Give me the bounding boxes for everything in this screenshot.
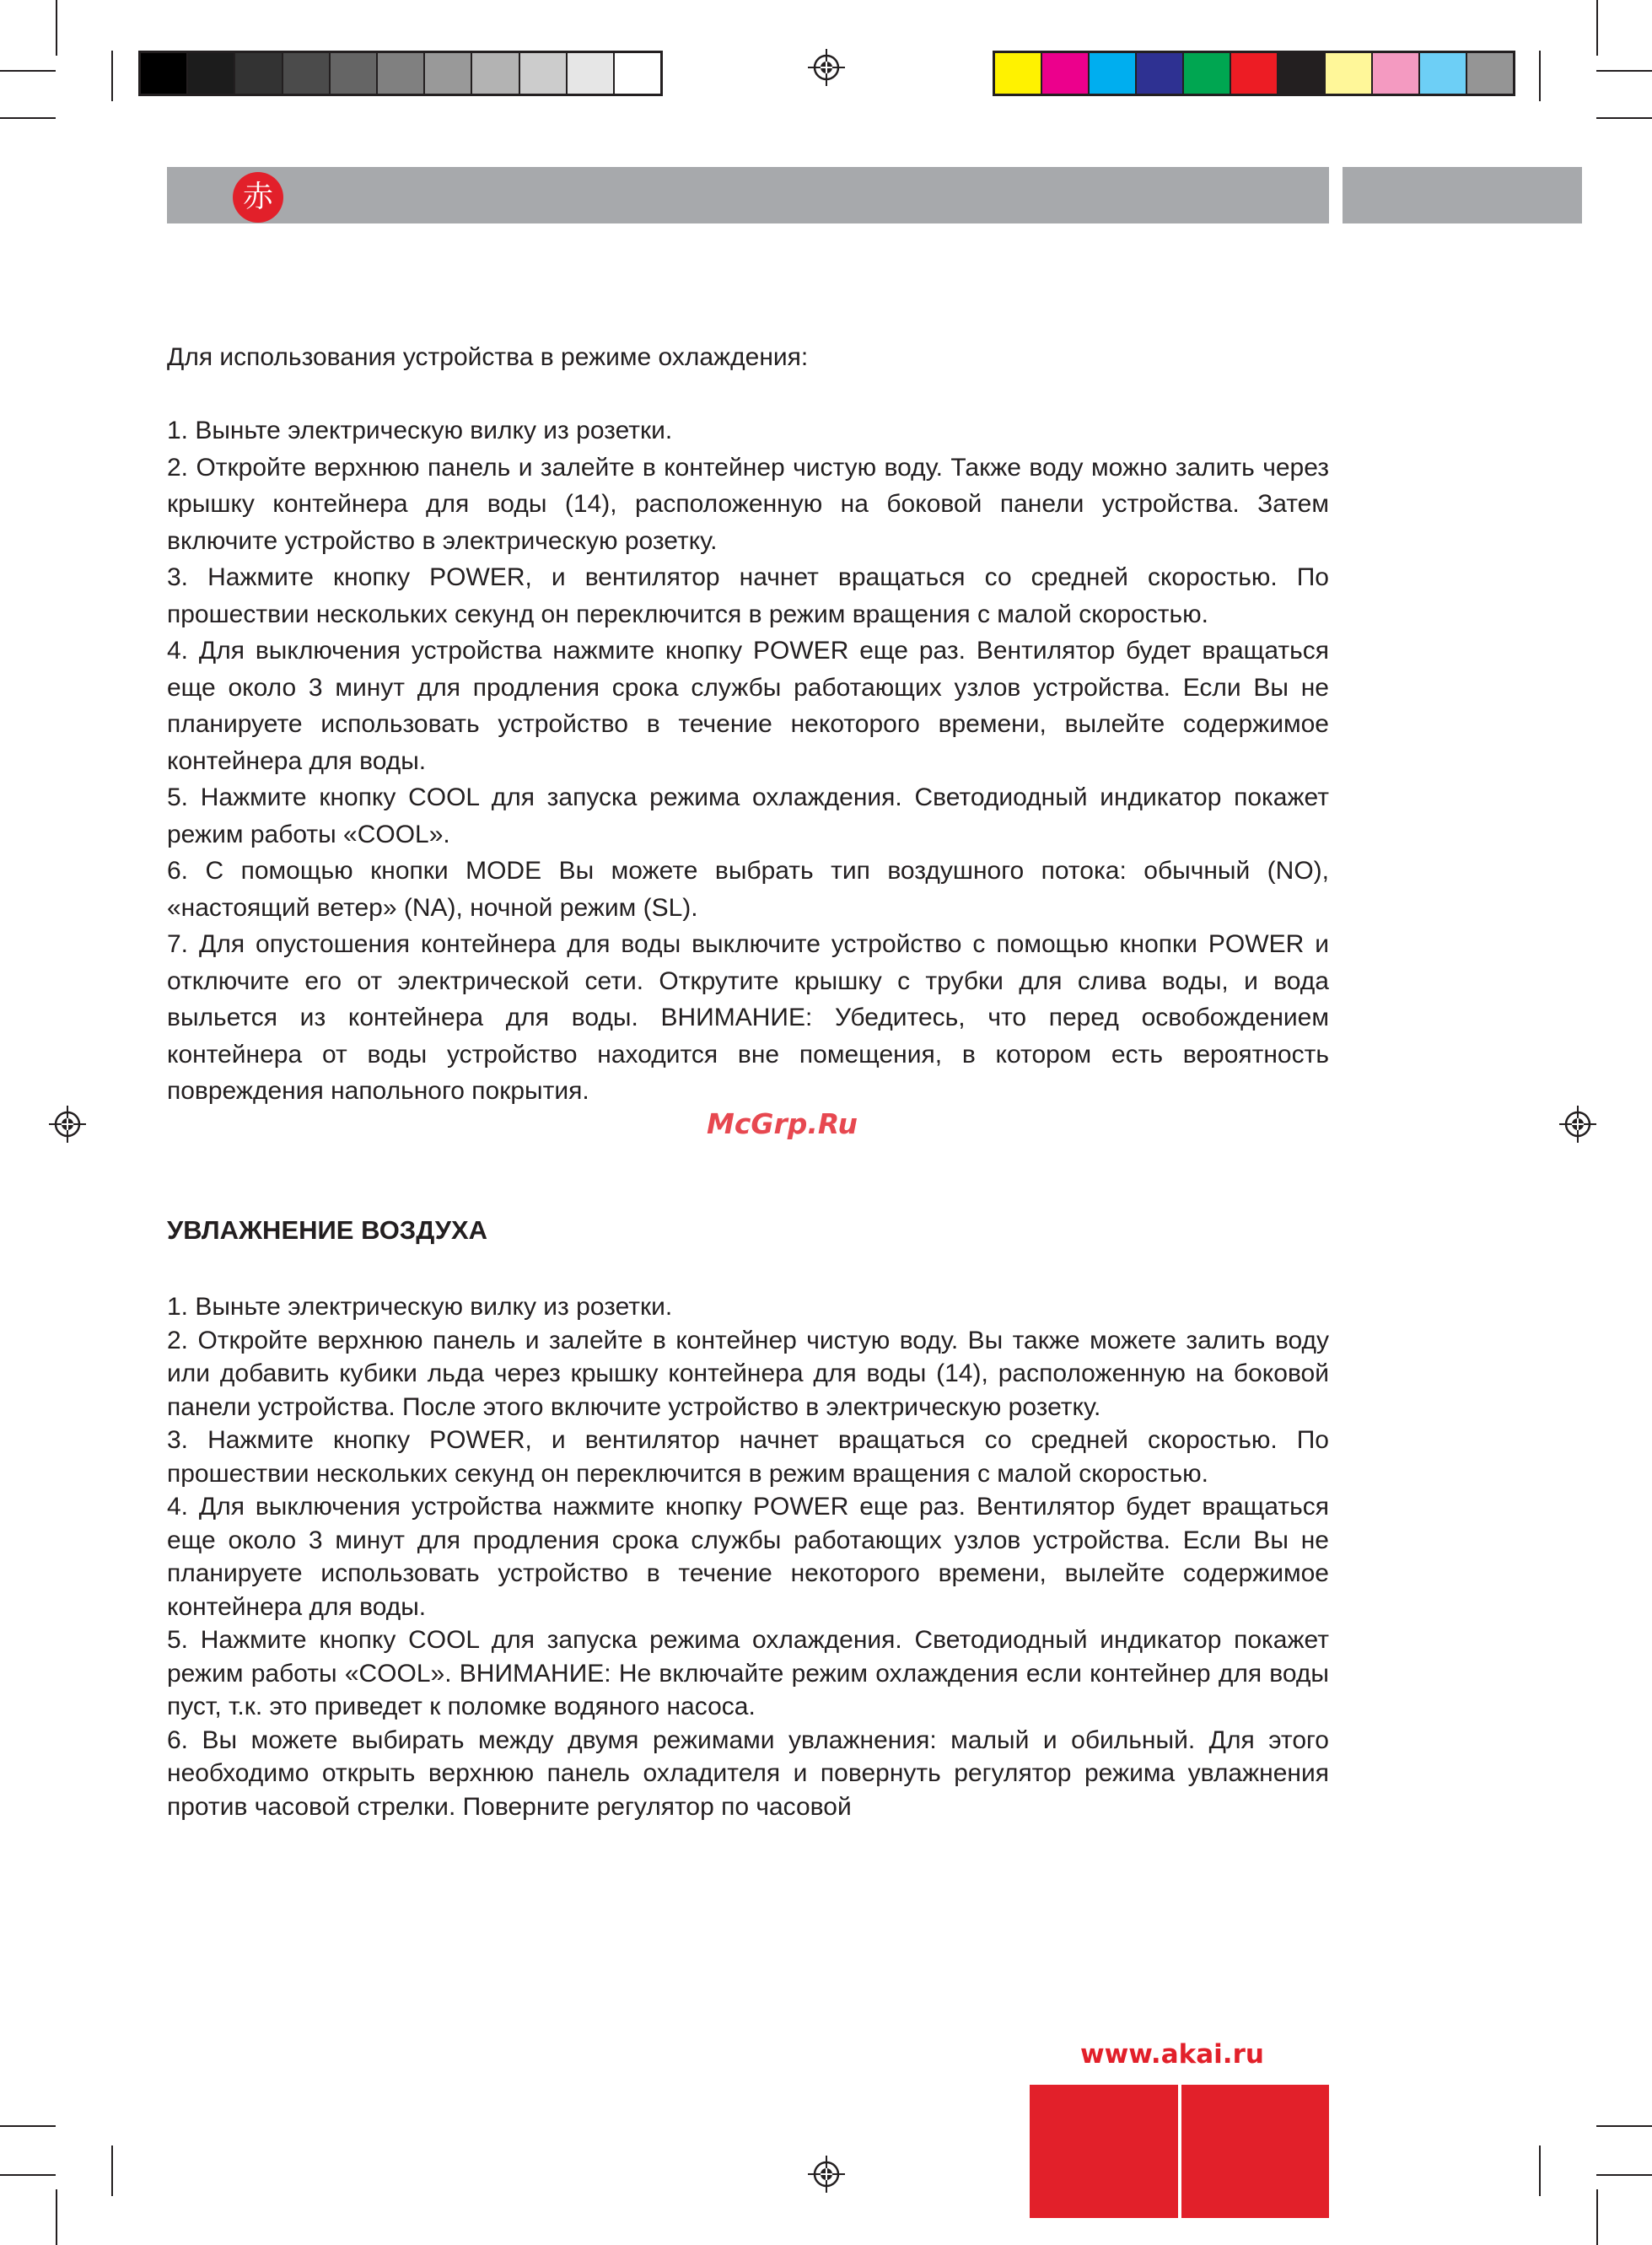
crop-mark	[56, 2189, 57, 2245]
footer-page-block	[1030, 2085, 1178, 2218]
crop-mark	[1596, 70, 1652, 72]
list-item: 1. Выньте электрическую вилку из розетки.	[167, 417, 673, 444]
color-swatch	[1090, 53, 1137, 94]
list-item: 6. Вы можете выбирать между двумя режимами увлажнения: малый и обильный. Для этого необходимо открыть верхнюю панель охладителя и повернуть регулятор режима увлажнения против часовой стрелки. Поверните регулятор по часовой	[167, 1725, 1329, 1821]
list-item: 3. Нажмите кнопку POWER, и вентилятор начнет вращаться со средней скоростью. По прошествии нескольких секунд он переключится в режим вращения с малой скоростью.	[167, 1426, 1329, 1488]
color-swatch	[1278, 53, 1326, 94]
color-swatch	[188, 53, 235, 94]
color-swatch	[331, 53, 378, 94]
crop-mark	[0, 2174, 56, 2176]
color-calibration-bar	[993, 51, 1515, 96]
crop-mark	[1596, 2174, 1652, 2176]
cooling-steps-list	[167, 412, 1329, 1110]
header-tab	[1343, 167, 1582, 223]
watermark: McGrp.Ru	[707, 1107, 858, 1140]
section-title: УВЛАЖНЕНИЕ ВОЗДУХА	[167, 1215, 488, 1245]
footer-page-block	[1181, 2085, 1329, 2218]
list-item: 6. С помощью кнопки MODE Вы можете выбрать тип воздушного потока: обычный (NO), «настоящий ветер» (NA), ночной режим (SL).	[167, 857, 1329, 922]
humidify-steps-list	[167, 1290, 1329, 1823]
color-swatch	[995, 53, 1042, 94]
color-swatch	[1137, 53, 1184, 94]
footer-website-link[interactable]: www.akai.ru	[1080, 2039, 1264, 2070]
color-swatch	[283, 53, 331, 94]
list-item: 2. Откройте верхнюю панель и залейте в контейнер чистую воду. Также воду можно залить через крышку контейнера для воды (14), расположенную на боковой панели устройства. Затем включите устройство в электрическую розетку.	[167, 453, 1329, 555]
crop-mark	[0, 2125, 56, 2127]
intro-text	[167, 339, 1329, 376]
header-band	[167, 167, 1329, 223]
crop-mark	[111, 51, 113, 101]
list-item: 4. Для выключения устройства нажмите кнопку POWER еще раз. Вентилятор будет вращаться еще около 3 минут для продления срока службы работающих узлов устройства. Если Вы не планируете использовать устройство в течение некоторого времени, вылейте содержимое контейнера для воды.	[167, 637, 1329, 775]
color-swatch	[1042, 53, 1090, 94]
crop-mark	[1596, 0, 1598, 56]
color-swatch	[235, 53, 283, 94]
list-item: 1. Выньте электрическую вилку из розетки.	[167, 1293, 673, 1321]
crop-mark	[1539, 51, 1541, 101]
crop-mark	[1596, 2189, 1598, 2245]
list-item: 2. Откройте верхнюю панель и залейте в контейнер чистую воду. Вы также можете залить воду или добавить кубики льда через крышку контейнера для воды (14), расположенную на боковой панели устройства. После этого включите устройство в электрическую розетку.	[167, 1326, 1329, 1421]
color-swatch	[472, 53, 519, 94]
crop-mark	[1539, 2145, 1541, 2196]
crop-mark	[1596, 2125, 1652, 2127]
color-swatch	[1467, 53, 1513, 94]
grayscale-calibration-bar	[138, 51, 663, 96]
registration-mark-icon	[1559, 1106, 1596, 1143]
list-item: 5. Нажмите кнопку COOL для запуска режима охлаждения. Светодиодный индикатор покажет режим работы «COOL».	[167, 783, 1329, 848]
registration-mark-icon	[808, 2156, 845, 2193]
color-swatch	[568, 53, 615, 94]
crop-mark	[111, 2145, 113, 2196]
color-swatch	[615, 53, 660, 94]
color-swatch	[1373, 53, 1420, 94]
crop-mark	[1596, 117, 1652, 119]
list-item: 5. Нажмите кнопку COOL для запуска режима охлаждения. Светодиодный индикатор покажет режим работы «COOL». ВНИМАНИЕ: Не включайте режим охлаждения если контейнер для воды пуст, т.к. это приведет к поломке водяного насоса.	[167, 1626, 1329, 1720]
list-item: 7. Для опустошения контейнера для воды выключите устройство с помощью кнопки POWER и отключите его от электрической сети. Открутите крышку с трубки для слива воды, и вода выльется из контейнера для воды. ВНИМАНИЕ: Убедитесь, что перед освобождением контейнера от воды устройство находится вне помещения, в котором есть вероятность повреждения напольного покрытия.	[167, 930, 1329, 1105]
color-swatch	[1420, 53, 1467, 94]
color-swatch	[1184, 53, 1231, 94]
brand-seal-icon: 赤	[233, 172, 283, 223]
crop-mark	[0, 117, 56, 119]
intro-line: Для использования устройства в режиме охлаждения:	[167, 343, 809, 371]
color-swatch	[425, 53, 472, 94]
registration-mark-icon	[808, 49, 845, 86]
color-swatch	[141, 53, 188, 94]
registration-mark-icon	[49, 1106, 86, 1143]
list-item: 3. Нажмите кнопку POWER, и вентилятор начнет вращаться со средней скоростью. По прошествии нескольких секунд он переключится в режим вращения с малой скоростью.	[167, 563, 1329, 628]
color-swatch	[378, 53, 425, 94]
list-item: 4. Для выключения устройства нажмите кнопку POWER еще раз. Вентилятор будет вращаться еще около 3 минут для продления срока службы работающих узлов устройства. Если Вы не планируете использовать устройство в течение некоторого времени, вылейте содержимое контейнера для воды.	[167, 1493, 1329, 1621]
color-swatch	[1326, 53, 1373, 94]
color-swatch	[1231, 53, 1278, 94]
crop-mark	[0, 70, 56, 72]
crop-mark	[56, 0, 57, 56]
color-swatch	[520, 53, 568, 94]
